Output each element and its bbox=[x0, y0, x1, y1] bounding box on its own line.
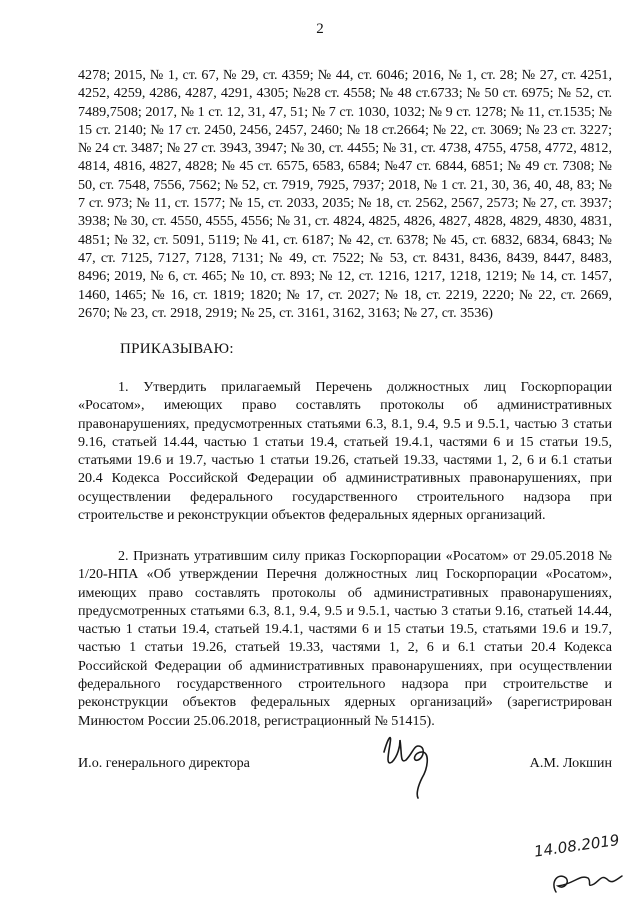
handwritten-signature bbox=[378, 722, 448, 802]
legal-references-paragraph: 4278; 2015, № 1, ст. 67, № 29, ст. 4359; № 44, ст. 6046; 2016, № 1, ст. 28; № 27, ст. 4251, 4252, 4259, 4286, 4287, 4291, 4305; №28 ст. 4558; № 48 ст.6733; № 50 ст. 6975; № 52, ст. 7489,7508; 2017, № 1 ст. 12, 31, 47, 51; № 7 ст. 1030, 1032; № 9 ст. 1278; № 11, ст.1535; № 15 ст. 2140; № 17 ст. 2450, 2456, 2457, 2460; № 18 ст.2664; № 22, ст. 3069; № 23 ст. 3227; № 24 ст. 3487; № 27 ст. 3943, 3947; № 30, ст. 4455; № 31, ст. 4738, 4755, 4758, 4772, 4812, 4814, 4816, 4827, 4828; № 45 ст. 6575, 6583, 6584; №47 ст. 6844, 6851; № 49 ст. 7308; № 50, ст. 7548, 7556, 7562; № 52, ст. 7919, 7925, 7937; 2018, № 1 ст. 21, 30, 36, 40, 48, 83; № 7 ст. 973; № 11, ст. 1577; № 15, ст. 2033, 2035; № 18, ст. 2562, 2567, 2573; № 27, ст. 3937; 3938; № 30, ст. 4550, 4555, 4556; № 31, ст. 4824, 4825, 4826, 4827, 4828, 4829, 4830, 4831, 4851; № 32, ст. 5091, 5119; № 41, ст. 6187; № 42, ст. 6378; № 45, ст. 6832, 6834, 6843; № 47, ст. 7125, 7127, 7128, 7131; № 49, ст. 7522; № 53, ст. 8431, 8436, 8439, 8447, 8483, 8496; 2019, № 6, ст. 465; № 10, ст. 893; № 12, ст. 1216, 1217, 1218, 1219; № 14, ст. 1457, 1460, 1465; № 16, ст. 1819; 1820; № 17, ст. 2027; № 18, ст. 2219, 2220; № 22, ст. 2669, 2670; № 23, ст. 2918, 2919; № 25, ст. 3161, 3162, 3163; № 27, ст. 3536) bbox=[78, 67, 612, 321]
handwritten-date-and-initials bbox=[528, 828, 628, 898]
page-number: 2 bbox=[316, 21, 324, 37]
order-item-1: 1. Утвердить прилагаемый Перечень должностных лиц Госкорпорации «Росатом», имеющих право составлять протоколы об административных правонарушениях, предусмотренных статьями 6.3, 8.1, 9.4, 9.5 и 9.5.1, частью 3 статьи 9.16, статьей 14.44, частью 1 статьи 19.4, статьей 19.4.1, частями 6 и 15 статьи 19.5, статьями 19.6 и 19.7, частью 1 статьи 19.26, статьей 19.33, частями 1, 2, 6 и 6.1 статьи 20.4 Кодекса Российской Федерации об административных правонарушениях, при осуществлении федерального государственного строительного надзора при строительстве и реконструкции объектов федеральных ядерных организаций. bbox=[78, 379, 612, 524]
signatory-name: А.М. Локшин bbox=[529, 755, 612, 771]
order-heading: ПРИКАЗЫВАЮ: bbox=[120, 341, 234, 357]
handwritten-date: 14.08.2019 bbox=[532, 830, 621, 861]
signatory-title: И.о. генерального директора bbox=[78, 755, 250, 771]
order-item-2: 2. Признать утратившим силу приказ Госкорпорации «Росатом» от 29.05.2018 № 1/20-НПА «Об утверждении Перечня должностных лиц Госкорпорации «Росатом», имеющих право составлять протоколы об административных правонарушениях, предусмотренных статьями 6.3, 8.1, 9.4, 9.5 и 9.5.1, частью 3 статьи 9.16, статьей 14.44, частью 1 статьи 19.4, статьей 19.4.1, частями 6 и 15 статьи 19.5, статьями 19.6 и 19.7, частью 1 статьи 19.26, статьей 19.33, частями 1, 2, 6 и 6.1 статьи 20.4 Кодекса Российской Федерации об административных правонарушениях, при осуществлении федерального государственного строительного надзора при строительстве и реконструкции объектов федеральных ядерных организаций» (зарегистрирован Минюстом России 25.06.2018, регистрационный № 51415). bbox=[78, 548, 612, 729]
